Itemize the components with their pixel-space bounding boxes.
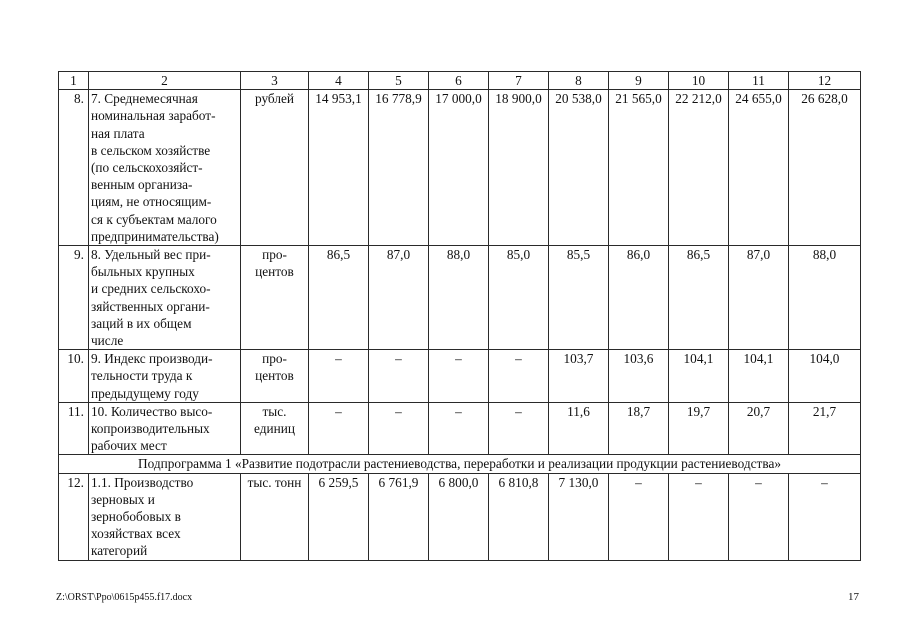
column-header: 2 (89, 72, 241, 90)
indicator-name (89, 473, 241, 560)
value-cell: 88,0 (789, 246, 861, 350)
value-cell: 88,0 (429, 246, 489, 350)
indicator-name (89, 246, 241, 350)
value-cell: 85,5 (549, 246, 609, 350)
indicator-name-line: числе (91, 333, 124, 349)
unit-line: рублей (254, 91, 295, 107)
unit-cell (241, 350, 309, 403)
unit-cell (241, 246, 309, 350)
indicator-name-line: циям, не относящим- (91, 194, 212, 210)
value-cell: 20,7 (729, 402, 789, 455)
value-cell: 104,1 (669, 350, 729, 403)
indicator-name-line: рабочих мест (91, 438, 167, 454)
value-cell: – (609, 473, 669, 560)
value-cell: 6 800,0 (429, 473, 489, 560)
value-cell: 86,0 (609, 246, 669, 350)
value-cell: 18,7 (609, 402, 669, 455)
value-cell: 87,0 (369, 246, 429, 350)
indicator-name-line: 10. Количество высо- (91, 403, 213, 419)
row-number: 9. (59, 246, 89, 350)
indicator-name-line: быльных крупных (91, 264, 195, 280)
unit-line: про- (262, 247, 287, 263)
subprogram-title: Подпрограмма 1 «Развитие подотрасли растениеводства, переработки и реализации продукции растениеводства» (59, 455, 861, 473)
table-row (59, 246, 861, 350)
value-cell: – (669, 473, 729, 560)
value-cell: 7 130,0 (549, 473, 609, 560)
value-cell: 6 761,9 (369, 473, 429, 560)
indicator-name-line: копроизводительных (91, 421, 210, 437)
indicator-name (89, 402, 241, 455)
value-cell: 21,7 (789, 402, 861, 455)
indicator-name-line: 1.1. Производство (91, 474, 194, 490)
column-header: 12 (789, 72, 861, 90)
value-cell: 6 810,8 (489, 473, 549, 560)
table-body (59, 72, 861, 561)
row-number: 11. (59, 402, 89, 455)
value-cell: – (309, 402, 369, 455)
indicator-name-line: тельности труда к (91, 368, 193, 384)
row-number: 10. (59, 350, 89, 403)
indicators-table (58, 71, 861, 561)
value-cell: 16 778,9 (369, 90, 429, 246)
table-row (59, 402, 861, 455)
value-cell: – (429, 350, 489, 403)
indicator-name-line: хозяйствах всех (91, 526, 181, 542)
value-cell: – (369, 350, 429, 403)
column-header: 3 (241, 72, 309, 90)
unit-cell (241, 473, 309, 560)
value-cell: 87,0 (729, 246, 789, 350)
indicator-name-line: заций в их общем (91, 315, 192, 331)
indicator-name-line: зернобобовых в (91, 509, 181, 525)
unit-line: про- (262, 351, 287, 367)
indicator-name-line: 9. Индекс производи- (91, 351, 213, 367)
indicator-name-line: зяйственных органи- (91, 298, 210, 314)
value-cell: – (489, 350, 549, 403)
indicator-name-line: зерновых и (91, 491, 155, 507)
indicator-name-line: категорий (91, 543, 148, 559)
column-header: 7 (489, 72, 549, 90)
value-cell: 11,6 (549, 402, 609, 455)
indicator-name-line: ся к субъектам малого (91, 211, 217, 227)
value-cell: 14 953,1 (309, 90, 369, 246)
value-cell: 6 259,5 (309, 473, 369, 560)
value-cell: – (309, 350, 369, 403)
value-cell: 22 212,0 (669, 90, 729, 246)
value-cell: 21 565,0 (609, 90, 669, 246)
indicator-name-line: (по сельскохозяйст- (91, 160, 203, 176)
indicator-name-line: номинальная заработ- (91, 108, 216, 124)
unit-line: тыс. (262, 403, 287, 419)
row-number: 8. (59, 90, 89, 246)
unit-line: единиц (254, 421, 295, 437)
value-cell: 24 655,0 (729, 90, 789, 246)
table-row (59, 473, 861, 560)
page-number: 17 (848, 591, 859, 603)
subprogram-row (59, 455, 861, 473)
value-cell: – (429, 402, 489, 455)
indicator-name-line: и средних сельскохо- (91, 281, 211, 297)
header-row (59, 72, 861, 90)
table-row (59, 350, 861, 403)
column-header: 5 (369, 72, 429, 90)
column-header: 11 (729, 72, 789, 90)
indicator-name-line: предыдущему году (91, 385, 199, 401)
indicator-name-line: в сельском хозяйстве (91, 142, 211, 158)
indicator-name (89, 90, 241, 246)
value-cell: – (369, 402, 429, 455)
value-cell: 17 000,0 (429, 90, 489, 246)
value-cell: 103,7 (549, 350, 609, 403)
value-cell: 26 628,0 (789, 90, 861, 246)
value-cell: – (729, 473, 789, 560)
column-header: 4 (309, 72, 369, 90)
value-cell: 86,5 (669, 246, 729, 350)
column-header: 8 (549, 72, 609, 90)
indicator-name-line: 8. Удельный вес при- (91, 247, 211, 263)
unit-line: тыс. тонн (247, 474, 302, 490)
column-header: 9 (609, 72, 669, 90)
value-cell: 18 900,0 (489, 90, 549, 246)
column-header: 6 (429, 72, 489, 90)
value-cell: 103,6 (609, 350, 669, 403)
indicator-name-line: 7. Среднемесячная (91, 91, 198, 107)
indicator-name-line: ная плата (91, 125, 145, 141)
file-path: Z:\ORST\Ppo\0615p455.f17.docx (56, 592, 193, 603)
value-cell: – (789, 473, 861, 560)
value-cell: 85,0 (489, 246, 549, 350)
value-cell: 86,5 (309, 246, 369, 350)
unit-cell (241, 90, 309, 246)
value-cell: – (489, 402, 549, 455)
indicator-name-line: предпринимательства) (91, 228, 219, 244)
table-row (59, 90, 861, 246)
unit-line: центов (255, 264, 294, 280)
value-cell: 20 538,0 (549, 90, 609, 246)
column-header: 10 (669, 72, 729, 90)
row-number: 12. (59, 473, 89, 560)
indicator-name (89, 350, 241, 403)
value-cell: 19,7 (669, 402, 729, 455)
unit-cell (241, 402, 309, 455)
unit-line: центов (255, 368, 294, 384)
indicator-name-line: венным организа- (91, 177, 193, 193)
value-cell: 104,0 (789, 350, 861, 403)
column-header: 1 (59, 72, 89, 90)
value-cell: 104,1 (729, 350, 789, 403)
